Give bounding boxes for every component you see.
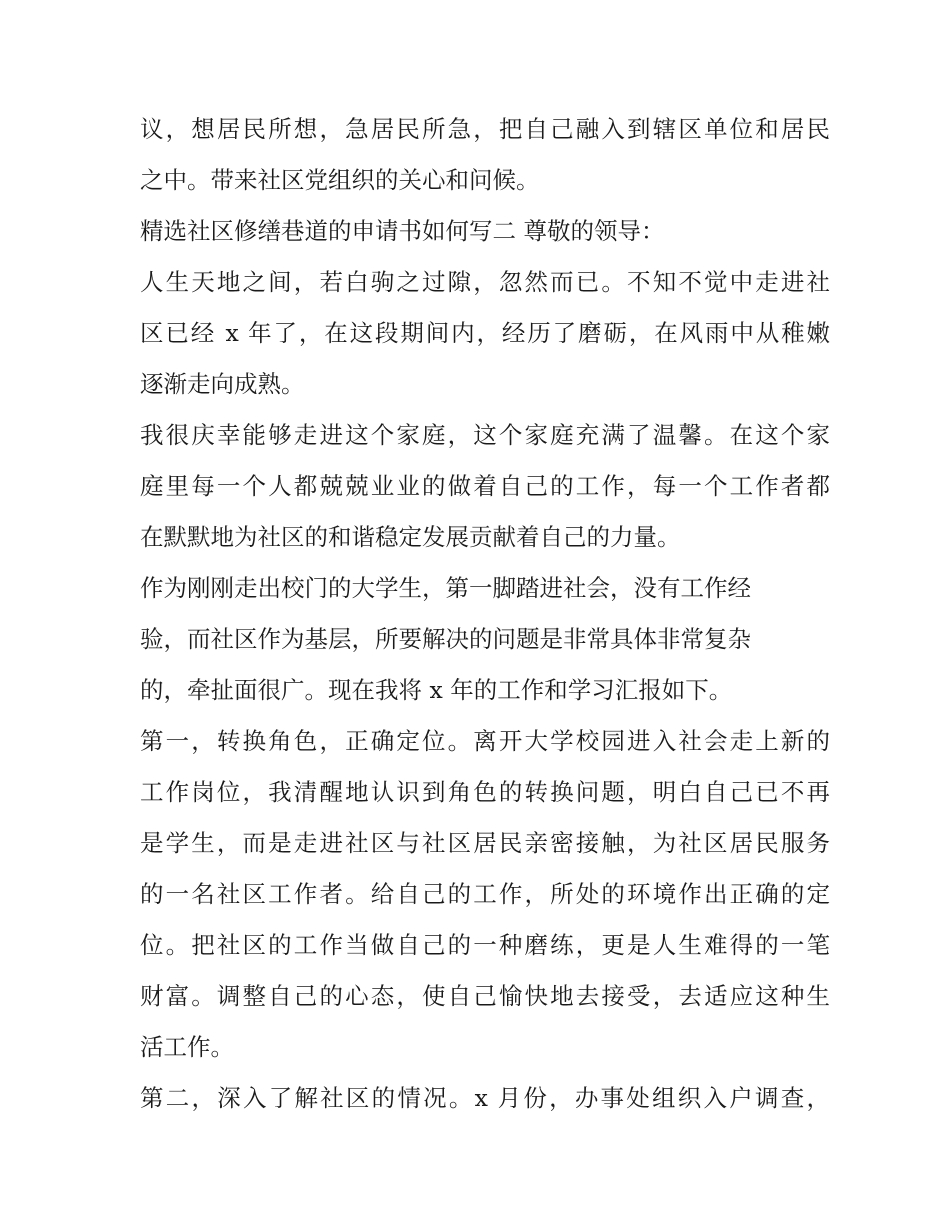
text-line: 人生天地之间，若白驹之过隙，忽然而已。不知不觉中走进社 [140, 268, 830, 296]
text-line: 之中。带来社区党组织的关心和问候。 [140, 166, 540, 194]
text-line: 活工作。 [140, 1033, 234, 1061]
text-line: 位。把社区的工作当做自己的一种磨练，更是人生难得的一笔 [140, 931, 830, 959]
document-body [140, 104, 830, 1124]
text-line: 区已经 x 年了，在这段期间内，经历了磨砺，在风雨中从稚嫩 [140, 319, 830, 347]
text-line: 的，牵扯面很广。现在我将 x 年的工作和学习汇报如下。 [140, 676, 733, 704]
text-line: 第一，转换角色，正确定位。离开大学校园进入社会走上新的 [140, 727, 830, 755]
section-heading-line: 精选社区修缮巷道的申请书如何写二 尊敬的领导： [140, 217, 665, 245]
text-line: 议，想居民所想，急居民所急，把自己融入到辖区单位和居民 [140, 115, 830, 143]
text-line: 在默默地为社区的和谐稳定发展贡献着自己的力量。 [140, 523, 681, 551]
text-line: 工作岗位，我清醒地认识到角色的转换问题，明白自己已不再 [140, 778, 830, 806]
text-line: 我很庆幸能够走进这个家庭，这个家庭充满了温馨。在这个家 [140, 421, 830, 449]
text-line: 的一名社区工作者。给自己的工作，所处的环境作出正确的定 [140, 880, 830, 908]
text-line: 财富。调整自己的心态，使自己愉快地去接受，去适应这种生 [140, 982, 830, 1010]
text-line: 庭里每一个人都兢兢业业的做着自己的工作，每一个工作者都 [140, 472, 830, 500]
text-line: 是学生，而是走进社区与社区居民亲密接触，为社区居民服务 [140, 829, 830, 857]
text-line: 第二，深入了解社区的情况。x 月份，办事处组织入户调查， [140, 1084, 830, 1112]
text-line: 作为刚刚走出校门的大学生，第一脚踏进社会，没有工作经 [140, 574, 751, 602]
text-line: 验，而社区作为基层，所要解决的问题是非常具体非常复杂 [140, 625, 751, 653]
text-line: 逐渐走向成熟。 [140, 370, 305, 398]
